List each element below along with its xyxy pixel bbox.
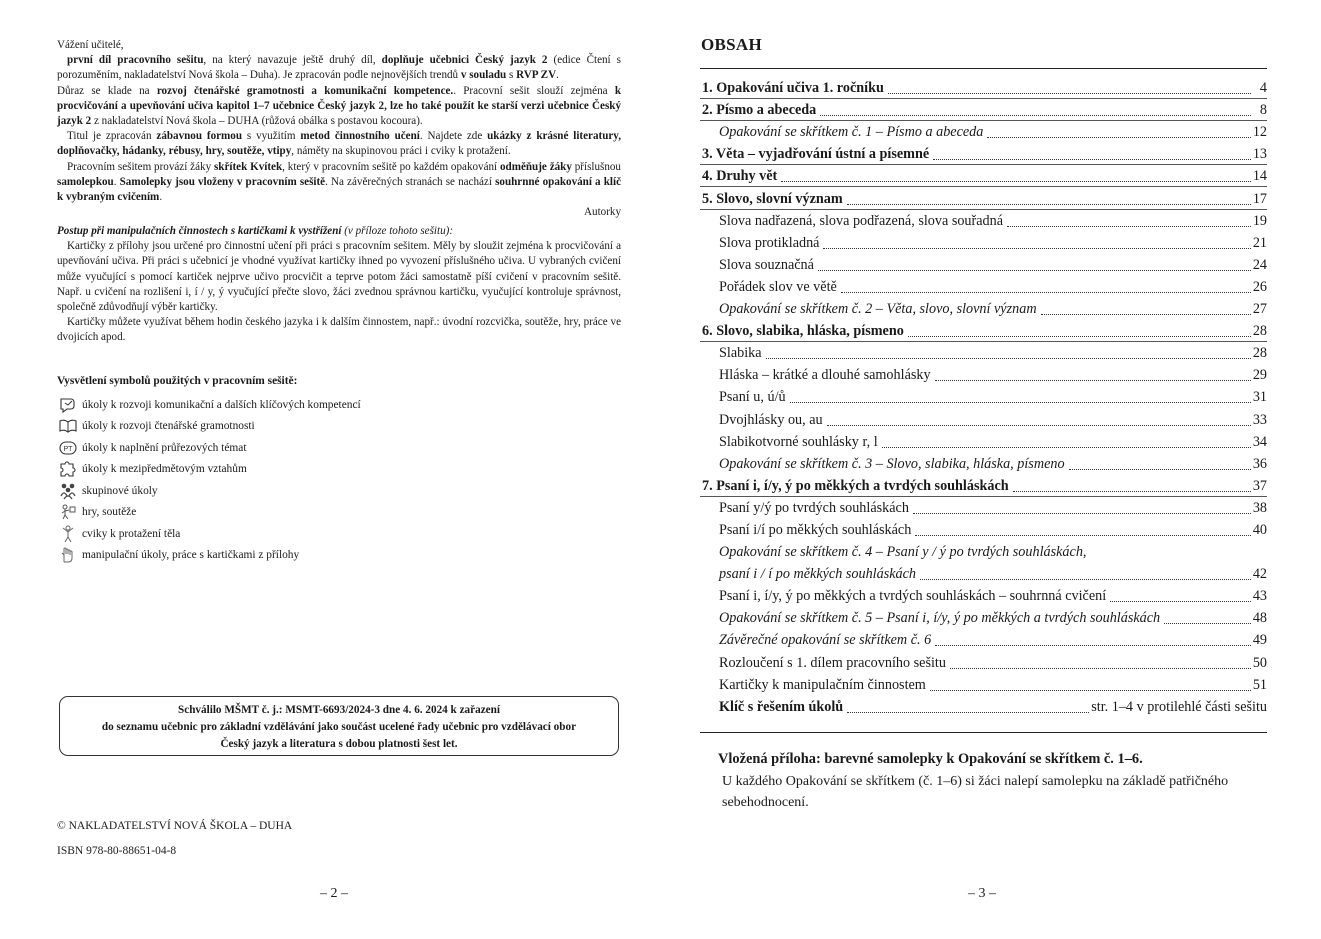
approval-line: do seznamu učebnic pro základní vzdělávání jako součást ucelené řady učebnic pro vzdělávací obor <box>101 721 577 733</box>
intro-paragraph-4: Pracovním sešitem provází žáky skřítek Kvítek, který v pracovním sešitě po každém opakování odměňuje žáky příslušnou samolepkou. Samolepky jsou vloženy v pracovním sešitě. Na závěrečných stranách se nachází souhrnné opakování a klíč k vybraným cvičením. <box>57 160 621 204</box>
manipulation-instructions <box>57 224 621 346</box>
toc-leader-dots <box>935 635 1251 646</box>
toc-entry[interactable] <box>700 320 1267 342</box>
toc-entry-page: 38 <box>1252 499 1267 516</box>
toc-entry[interactable] <box>700 232 1267 254</box>
hand-cards-icon <box>57 546 79 564</box>
toc-entry-page: 50 <box>1252 654 1267 671</box>
symbol-row <box>57 394 621 416</box>
intro-paragraph-3: Titul je zpracován zábavnou formou s využitím metod činnostního učení. Najdete zde ukázky z krásné literatury, doplňovačky, hádanky, rébusy, hry, soutěže, vtipy, náměty na skupinovou práci i cviky k protažení. <box>57 130 622 158</box>
toc-entry[interactable] <box>700 99 1267 121</box>
toc-entry-page: 49 <box>1252 632 1267 649</box>
toc-entry-page: 48 <box>1252 610 1267 627</box>
toc-entry-label: Opakování se skřítkem č. 4 – Psaní y / ý po tvrdých souhláskách, <box>719 544 1087 561</box>
toc-entry[interactable] <box>700 210 1267 232</box>
group-icon <box>57 482 79 500</box>
toc-entry[interactable] <box>700 276 1267 298</box>
symbol-row <box>57 437 621 459</box>
pt-badge-icon <box>57 439 79 457</box>
toc-leader-dots <box>1007 216 1251 227</box>
toc-entry-label: Slabika <box>719 345 762 362</box>
toc-entry-page: 28 <box>1252 345 1267 362</box>
toc-entry-label: 6. Slovo, slabika, hláska, písmeno <box>702 323 904 340</box>
toc-entry-page: 33 <box>1252 411 1267 428</box>
toc-title: OBSAH <box>701 35 763 54</box>
symbol-label: úkoly k rozvoji komunikační a dalších klíčových kompetencí <box>82 398 361 411</box>
symbol-label: úkoly k mezipředmětovým vztahům <box>82 463 247 476</box>
toc-entry[interactable] <box>700 364 1267 386</box>
game-icon <box>57 503 79 521</box>
toc-entry-label: Kartičky k manipulačním činnostem <box>719 676 926 693</box>
page-number: – 3 – <box>968 886 996 901</box>
symbol-label: hry, soutěže <box>82 506 137 519</box>
toc-entry[interactable] <box>700 696 1267 718</box>
toc-entry-page: 43 <box>1252 588 1267 605</box>
toc-leader-dots <box>1164 613 1251 624</box>
toc-entry[interactable] <box>700 165 1267 187</box>
toc-entry-page: 4 <box>1259 80 1267 97</box>
toc-entry[interactable] <box>700 651 1267 673</box>
toc-entry[interactable] <box>700 453 1267 475</box>
toc-entry-page: 51 <box>1252 676 1267 693</box>
toc-entry-page: 34 <box>1252 433 1267 450</box>
toc-entry[interactable] <box>700 254 1267 276</box>
toc-entry-page: str. 1–4 v protilehlé části sešitu <box>1091 698 1267 715</box>
toc-entry-page: 37 <box>1252 477 1267 494</box>
toc-entry[interactable] <box>700 519 1267 541</box>
toc-entry-label: Hláska – krátké a dlouhé samohlásky <box>719 367 931 384</box>
toc-leader-dots <box>827 415 1251 426</box>
toc-entry-page: 17 <box>1252 190 1267 207</box>
symbols-title: Vysvětlení symbolů použitých v pracovním sešitě: <box>57 375 298 387</box>
toc-entry[interactable] <box>700 77 1267 99</box>
toc-leader-dots <box>841 282 1251 293</box>
toc-entry-page: 29 <box>1252 367 1267 384</box>
intro-paragraph-2: Důraz se klade na rozvoj čtenářské gramotnosti a komunikační kompetence.. Pracovní sešit slouží zejména k procvičování a upevňování učiva kapitol 1–7 učebnice Český jazyk 2, lze ho také použít ke starší verzi učebnice Český jazyk 2 z nakladatelství Nová škola – DUHA (růžová obálka s postavou kocoura). <box>57 84 621 128</box>
instructions-paragraph-2: Kartičky můžete využívat během hodin českého jazyka i k dalším činnostem, např.: úvodní rozcvička, soutěže, hry, práce ve dvojicích apod. <box>57 316 621 344</box>
symbol-row <box>57 480 621 502</box>
stretch-icon <box>57 525 79 543</box>
toc-entry-page: 24 <box>1252 256 1267 273</box>
toc-entry-label: Závěrečné opakování se skřítkem č. 6 <box>719 632 932 649</box>
toc-leader-dots <box>847 194 1251 205</box>
toc-leader-dots <box>950 658 1251 669</box>
toc-entry-page: 26 <box>1252 278 1267 295</box>
toc-entry-page: 28 <box>1252 323 1267 340</box>
toc-leader-dots <box>888 83 1251 94</box>
toc-entry-label: 2. Písmo a abeceda <box>702 102 817 119</box>
toc-leader-dots <box>913 503 1251 514</box>
toc-entry-label: Psaní i, í/y, ý po měkkých a tvrdých souhláskách – souhrnná cvičení <box>719 588 1107 605</box>
intro-text <box>57 38 621 220</box>
toc-entry-label: Pořádek slov ve větě <box>719 278 837 295</box>
symbol-row <box>57 523 621 545</box>
toc-leader-dots <box>781 171 1251 182</box>
toc-leader-dots <box>1013 481 1251 492</box>
toc-entry-label: Psaní y/ý po tvrdých souhláskách <box>719 499 909 516</box>
toc-entry-label: 5. Slovo, slovní význam <box>702 190 843 207</box>
toc-leader-dots <box>987 127 1250 138</box>
toc-entry-label: Slova nadřazená, slova podřazená, slova souřadná <box>719 212 1004 229</box>
toc-entry-page: 36 <box>1252 455 1267 472</box>
open-book-icon <box>57 417 79 435</box>
toc-entry-label: Dvojhlásky ou, au <box>719 411 823 428</box>
approval-line: Schválilo MŠMT č. j.: MSMT-6693/2024-3 dne 4. 6. 2024 k zařazení <box>178 704 500 716</box>
toc-entry-label: 4. Druhy vět <box>702 168 778 185</box>
toc-leader-dots <box>933 149 1251 160</box>
toc-entry-label: Opakování se skřítkem č. 2 – Věta, slovo, slovní význam <box>719 301 1037 318</box>
toc-entry[interactable] <box>700 563 1267 585</box>
toc-entry[interactable] <box>700 342 1267 364</box>
instructions-paragraph-1: Kartičky z přílohy jsou určené pro činnostní učení při práci s pracovním sešitem. Měly by sloužit zejména k procvičování a upevňování učiva. Při práci s učebnicí je vhodné využívat kartičky ihned po vyvození příslušného učiva. U vybraných cvičení může vyučující s pomocí kartiček nejprve učivo procvičit a teprve potom žáci samostatně píší cvičení v pracovním sešitě. Např. u cvičení na rozlišení i, í / y, ý vyučující přečte slovo, žáci zvednou správnou kartičku, vyučující kontroluje správnost, společně zdůvodňují výběr kartičky. <box>57 240 621 314</box>
toc-leader-dots <box>790 392 1251 403</box>
toc-leader-dots <box>935 370 1251 381</box>
toc-entry-label: Opakování se skřítkem č. 5 – Psaní i, í/y, ý po měkkých a tvrdých souhláskách <box>719 610 1161 627</box>
isbn: ISBN 978-80-88651-04-8 <box>57 845 177 857</box>
toc-leader-dots <box>1069 459 1251 470</box>
ministry-approval-box <box>59 696 619 756</box>
toc-entry-label: Slova protikladná <box>719 234 820 251</box>
publisher-copyright: © NAKLADATELSTVÍ NOVÁ ŠKOLA – DUHA <box>57 820 293 832</box>
symbol-row <box>57 502 621 524</box>
toc-entry-label: Opakování se skřítkem č. 1 – Písmo a abeceda <box>719 124 984 141</box>
toc-entry-label: Klíč s řešením úkolů <box>719 698 844 715</box>
toc-leader-dots <box>1041 304 1251 315</box>
table-of-contents <box>700 77 1267 718</box>
toc-entry[interactable] <box>700 431 1267 453</box>
left-page <box>0 0 660 939</box>
toc-leader-dots <box>823 238 1250 249</box>
signature: Autorky <box>584 206 621 219</box>
toc-leader-dots <box>915 525 1251 536</box>
right-page <box>660 0 1321 939</box>
toc-entry-page: 8 <box>1259 102 1267 119</box>
toc-entry-page: 42 <box>1252 566 1267 583</box>
symbol-label: manipulační úkoly, práce s kartičkami z přílohy <box>82 549 300 562</box>
toc-leader-dots <box>920 569 1251 580</box>
toc-entry[interactable] <box>700 629 1267 651</box>
toc-entry-label: 3. Věta – vyjadřování ústní a písemné <box>702 146 930 163</box>
toc-entry-label: Psaní u, ú/ů <box>719 389 786 406</box>
toc-leader-dots <box>820 105 1251 116</box>
toc-entry[interactable] <box>700 541 1267 563</box>
toc-entry-label: psaní i / í po měkkých souhláskách <box>719 566 917 583</box>
toc-leader-dots <box>766 348 1251 359</box>
toc-entry-page: 31 <box>1252 389 1267 406</box>
greeting: Vážení učitelé, <box>57 39 124 51</box>
symbols-legend <box>57 372 621 566</box>
toc-entry-label: 1. Opakování učiva 1. ročníku <box>702 80 884 97</box>
toc-entry-page: 40 <box>1252 521 1267 538</box>
attachment-title: Vložená příloha: barevné samolepky k Opakování se skřítkem č. 1–6. <box>718 751 1143 767</box>
toc-entry[interactable] <box>700 674 1267 696</box>
toc-entry-page: 13 <box>1252 146 1267 163</box>
toc-entry-label: Slova souznačná <box>719 256 814 273</box>
toc-leader-dots <box>818 260 1251 271</box>
toc-leader-dots <box>1110 591 1251 602</box>
toc-top-rule <box>700 68 1267 69</box>
symbol-row <box>57 416 621 438</box>
puzzle-icon <box>57 460 79 478</box>
toc-leader-dots <box>908 326 1251 337</box>
attachment-text: U každého Opakování se skřítkem (č. 1–6) si žáci nalepí samolepku na základě patřičného sebehodnocení. <box>722 774 1229 810</box>
toc-entry-label: 7. Psaní i, í/y, ý po měkkých a tvrdých souhláskách <box>702 477 1009 494</box>
intro-paragraph-1: první díl pracovního sešitu, na který navazuje ještě druhý díl, doplňuje učebnici Český jazyk 2 (edice Čtení s porozuměním, nakladatelství Nová škola – Duha). Je zpracován podle nejnovějších trendů v souladu s RVP ZV. <box>57 54 621 82</box>
toc-entry-page: 27 <box>1252 301 1267 318</box>
toc-entry-page: 14 <box>1252 168 1267 185</box>
toc-entry[interactable] <box>700 143 1267 165</box>
instructions-title: Postup při manipulačních činnostech s kartičkami k vystřížení (v příloze tohoto sešitu): <box>57 225 454 237</box>
toc-entry[interactable] <box>700 408 1267 430</box>
toc-entry-label: Slabikotvorné souhlásky r, l <box>719 433 878 450</box>
toc-leader-dots <box>930 680 1251 691</box>
toc-entry-page: 21 <box>1252 234 1267 251</box>
toc-entry[interactable] <box>700 386 1267 408</box>
toc-entry[interactable] <box>700 121 1267 143</box>
symbol-row <box>57 459 621 481</box>
symbol-label: skupinové úkoly <box>82 484 158 497</box>
svg-text:PT: PT <box>63 445 73 453</box>
toc-entry[interactable] <box>700 475 1267 497</box>
toc-entry-label: Opakování se skřítkem č. 3 – Slovo, slabika, hláska, písmeno <box>719 455 1065 472</box>
toc-entry-label: Psaní i/í po měkkých souhláskách <box>719 521 912 538</box>
toc-bottom-rule <box>700 732 1267 733</box>
toc-entry[interactable] <box>700 607 1267 629</box>
symbol-label: cviky k protažení těla <box>82 527 181 540</box>
approval-line: Český jazyk a literatura s dobou platnosti šest let. <box>220 738 458 750</box>
toc-leader-dots <box>847 702 1089 713</box>
toc-entry-label: Rozloučení s 1. dílem pracovního sešitu <box>719 654 946 671</box>
speech-hand-icon <box>57 396 79 414</box>
toc-entry-page: 12 <box>1252 124 1267 141</box>
toc-entry[interactable] <box>700 187 1267 209</box>
symbol-row <box>57 545 621 567</box>
toc-entry[interactable] <box>700 585 1267 607</box>
page-number: – 2 – <box>320 886 348 901</box>
toc-leader-dots <box>882 437 1251 448</box>
toc-entry[interactable] <box>700 298 1267 320</box>
symbol-label: úkoly k rozvoji čtenářské gramotnosti <box>82 420 255 433</box>
toc-entry-page: 19 <box>1252 212 1267 229</box>
toc-entry[interactable] <box>700 497 1267 519</box>
symbol-label: úkoly k naplnění průřezových témat <box>82 441 247 454</box>
